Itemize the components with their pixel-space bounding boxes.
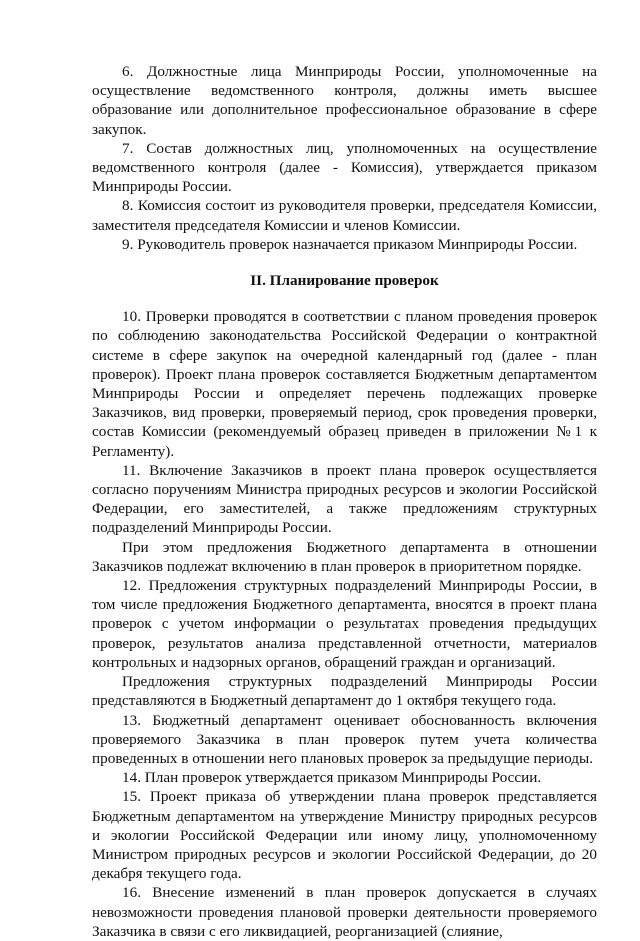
paragraph-12: 12. Предложения структурных подразделений Минприроды России, в том числе предложения Бюджетного департамента, вносятся в проект плана проверок с учетом информации о результатах проведения предыдущих проверок, результатов анализа представленной отчетности, материалов контрольных и надзорных органов, обращений граждан и организаций.: [92, 577, 597, 671]
paragraph-6: 6. Должностные лица Минприроды России, уполномоченные на осуществление ведомственного контроля, должны иметь высшее образование или дополнительное профессиональное образование в сфере закупок.: [92, 63, 597, 138]
paragraph-12-note: Предложения структурных подразделений Минприроды России представляются в Бюджетный департамент до 1 октября текущего года.: [92, 673, 597, 710]
paragraph-14: 14. План проверок утверждается приказом Минприроды России.: [122, 769, 542, 787]
paragraph-11-note: При этом предложения Бюджетного департамента в отношении Заказчиков подлежат включению в план проверок в приоритетном порядке.: [92, 538, 597, 575]
paragraph-15: 15. Проект приказа об утверждении плана проверок представляется Бюджетным департаментом на утверждение Министру природных ресурсов и экологии Российской Федерации или иному лицу, уполномоченному Министром природных ресурсов и экологии Российской Федерации, до 20 декабря текущего года.: [92, 788, 597, 883]
paragraph-8: 8. Комиссия состоит из руководителя проверки, председателя Комиссии, заместителя председателя Комиссии и членов Комиссии.: [92, 197, 597, 234]
paragraph-16: 16. Внесение изменений в план проверок допускается в случаях невозможности проведения плановой проверки деятельности проверяемого Заказчика в связи с его ликвидацией, реорганизацией (слияние,: [92, 884, 597, 940]
paragraph-10: 10. Проверки проводятся в соответствии с планом проведения проверок по соблюдению законодательства Российской Федерации о контрактной системе в сфере закупок на очередной календарный год (далее - план проверок). Проект плана проверок составляется Бюджетным департаментом Минприроды России и определяет перечень подлежащих проверке Заказчиков, вид проверки, проверяемый период, срок проведения проверки, состав Комиссии (рекомендуемый образец приведен в приложении №1 к Регламенту).: [92, 308, 597, 460]
paragraph-13: 13. Бюджетный департамент оценивает обоснованность включения проверяемого Заказчика в план проверок путем учета количества проведенных в отношении него плановых проверок за предыдущие периоды.: [92, 711, 597, 767]
paragraph-11: 11. Включение Заказчиков в проект плана проверок осуществляется согласно поручениям Министра природных ресурсов и экологии Российской Федерации, его заместителей, а также предложениям структурных подразделений Минприроды России.: [92, 461, 597, 537]
document-body: [92, 62, 597, 941]
paragraph-9: 9. Руководитель проверок назначается приказом Минприроды России.: [122, 235, 578, 253]
section-heading: II. Планирование проверок: [250, 272, 439, 290]
paragraph-7: 7. Состав должностных лиц, уполномоченных на осуществление ведомственного контроля (далее - Комиссия), утверждается приказом Минприроды России.: [92, 139, 597, 196]
